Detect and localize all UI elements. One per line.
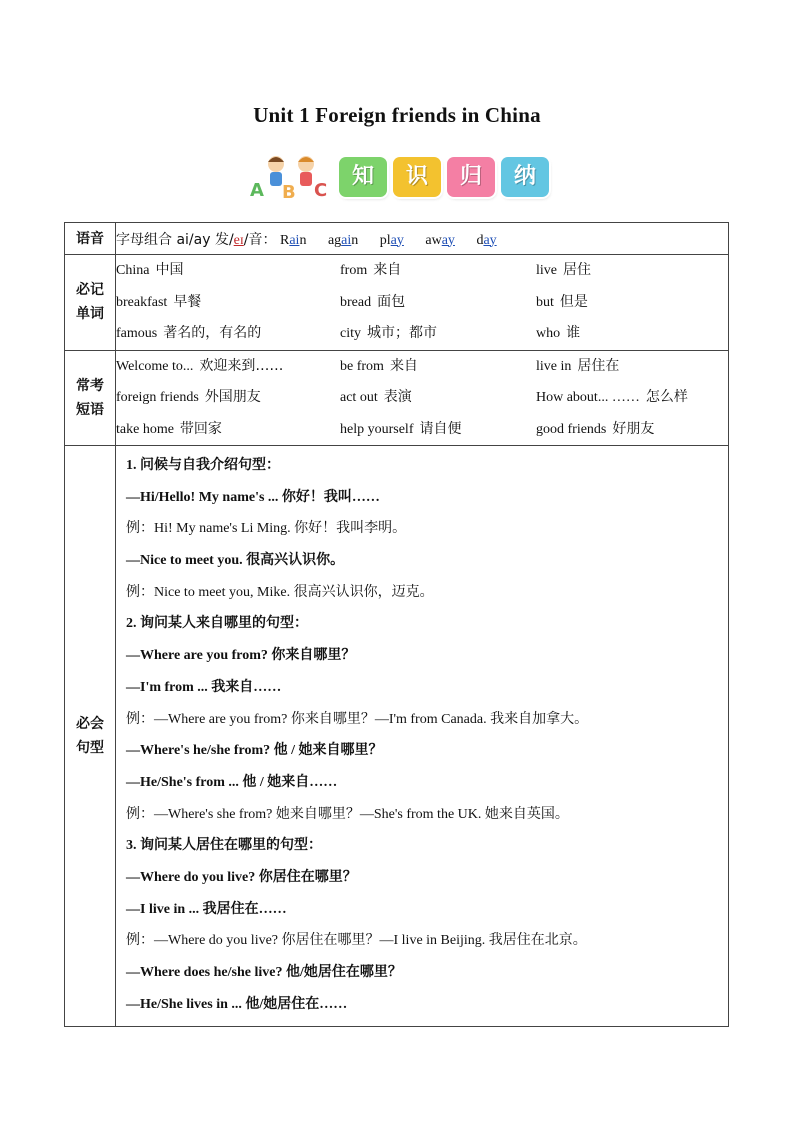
sentence-pattern: —Hi/Hello! My name's ... 你好！我叫…… <box>126 489 380 505</box>
sentence-pattern: —Where do you live? 你居住在哪里？ <box>126 869 357 885</box>
vocabulary-row <box>65 255 729 351</box>
kids-abc-illustration <box>246 150 338 200</box>
vocabulary-item <box>340 318 536 350</box>
row-header: 常考 短语 <box>65 350 116 446</box>
vocabulary-item-english: but <box>536 294 554 310</box>
phrase-item-chinese: 居住在 <box>577 357 620 374</box>
sentence-pattern: —I live in ... 我居住在…… <box>126 901 287 917</box>
vocabulary-item <box>536 287 716 319</box>
sentence-example: 例：—Where's she from? 她来自哪里？—She's from the UK. 她来自英国。 <box>126 806 569 822</box>
pronunciation-content <box>116 223 729 255</box>
phrase-item-chinese: 欢迎来到…… <box>199 357 284 374</box>
vocabulary-item-english: famous <box>116 326 158 341</box>
pronunciation-intro: 字母组合 ai/ay 发/ <box>116 231 234 248</box>
vocabulary-item-chinese: 早餐 <box>173 293 202 310</box>
vocabulary-item <box>536 318 716 350</box>
vocabulary-item-chinese: 中国 <box>155 262 184 278</box>
phrase-item <box>116 382 340 414</box>
phrases-grid <box>116 351 728 446</box>
sentence-example: 例：—Where do you live? 你居住在哪里？—I live in Beijing. 我居住在北京。 <box>126 933 587 949</box>
svg-text:C: C <box>314 180 328 200</box>
phrase-item-chinese: 表演 <box>383 389 412 405</box>
phrase-item <box>340 351 536 383</box>
vocabulary-item-chinese: 但是 <box>559 293 588 310</box>
vocabulary-item <box>116 318 340 350</box>
phoneme: eɪ <box>233 232 244 248</box>
sentence-pattern: —I'm from ... 我来自…… <box>126 679 282 695</box>
sentence-pattern: 1. 问候与自我介绍句型： <box>126 458 280 473</box>
phrase-item-chinese: 怎么样 <box>645 389 688 405</box>
phrase-item <box>116 414 340 446</box>
phrase-item-english: live in <box>536 358 572 374</box>
svg-text:A: A <box>250 180 264 200</box>
vocabulary-item-english: city <box>340 326 361 341</box>
example-word: away <box>425 232 455 248</box>
phrase-item-english: foreign friends <box>116 390 199 405</box>
banner-tile: 知 <box>339 157 387 197</box>
vocabulary-item-chinese: 居住 <box>563 262 591 278</box>
sentence-pattern: —Where's he/she from? 他 / 她来自哪里？ <box>126 743 383 759</box>
phrase-item <box>340 414 536 446</box>
banner-tile: 识 <box>393 157 441 197</box>
phrase-item <box>536 351 716 383</box>
sentences-content <box>116 446 729 1027</box>
row-header: 必记 单词 <box>65 255 116 351</box>
vocabulary-item <box>536 255 716 287</box>
vocabulary-item-english: bread <box>340 294 372 310</box>
banner-tile: 纳 <box>501 157 549 197</box>
sentence-example: 例：Nice to meet you, Mike. 很高兴认识你，迈克。 <box>126 584 434 600</box>
vocabulary-item-chinese: 来自 <box>373 262 402 278</box>
section-banner <box>246 150 556 200</box>
sentence-pattern: 3. 询问某人居住在哪里的句型： <box>126 838 322 854</box>
vocabulary-item-english: from <box>340 263 368 278</box>
phrases-row <box>65 350 729 446</box>
sentence-pattern: —He/She's from ... 他 / 她来自…… <box>126 774 338 790</box>
pronunciation-row <box>65 223 729 255</box>
phrase-item <box>116 351 340 383</box>
row-header: 语音 <box>65 223 116 255</box>
sentence-pattern: —Where are you from? 你来自哪里？ <box>126 648 356 664</box>
example-word: day <box>476 232 497 248</box>
banner-tile: 归 <box>447 157 495 197</box>
phrase-item-english: act out <box>340 390 378 405</box>
phrase-item-chinese: 好朋友 <box>612 420 655 437</box>
sentence-example: 例：Hi! My name's Li Ming. 你好！我叫李明。 <box>126 521 407 537</box>
pronunciation-intro-end: /音： <box>243 231 277 248</box>
page-title: Unit 1 Foreign friends in China <box>253 103 541 127</box>
phrase-item-english: How about... …… <box>536 390 640 405</box>
vocabulary-item-english: who <box>536 326 561 341</box>
vocabulary-item-chinese: 面包 <box>377 293 406 310</box>
phrases-content <box>116 350 729 446</box>
phrase-item-english: help yourself <box>340 421 414 437</box>
phrase-item <box>340 382 536 414</box>
row-header: 必会 句型 <box>65 446 116 1027</box>
sentence-pattern: 2. 询问某人来自哪里的句型： <box>126 616 308 632</box>
sentence-pattern: —Where does he/she live? 他/她居住在哪里？ <box>126 965 402 980</box>
vocabulary-item-chinese: 城市；都市 <box>367 325 437 341</box>
example-word: play <box>379 232 404 248</box>
vocabulary-item-english: live <box>536 263 557 278</box>
phrase-item-chinese: 来自 <box>389 357 418 374</box>
vocabulary-item <box>116 255 340 287</box>
vocabulary-item-chinese: 著名的，有名的 <box>163 325 262 341</box>
phrase-item-english: take home <box>116 421 174 437</box>
vocabulary-item <box>340 255 536 287</box>
sentence-example: 例：—Where are you from? 你来自哪里？—I'm from Canada. 我来自加拿大。 <box>126 711 589 727</box>
phrase-item-chinese: 带回家 <box>179 420 222 437</box>
vocabulary-item-chinese: 谁 <box>566 325 581 341</box>
svg-text:B: B <box>282 182 296 200</box>
vocabulary-grid <box>116 255 728 350</box>
phrase-item <box>536 414 716 446</box>
example-word: Rain <box>280 232 307 248</box>
vocabulary-item <box>340 287 536 319</box>
knowledge-table <box>64 222 729 1027</box>
phrase-item-english: be from <box>340 358 384 374</box>
phrase-item-english: Welcome to... <box>116 358 194 374</box>
vocabulary-item-english: breakfast <box>116 294 168 310</box>
phrase-item-english: good friends <box>536 421 607 437</box>
example-word: again <box>327 232 359 248</box>
phrase-item-chinese: 外国朋友 <box>204 389 261 405</box>
sentences-row <box>65 446 729 1027</box>
vocabulary-content <box>116 255 729 351</box>
phrase-item <box>536 382 716 414</box>
vocabulary-item <box>116 287 340 319</box>
phrase-item-chinese: 请自便 <box>419 420 462 437</box>
sentence-pattern: —Nice to meet you. 很高兴认识你。 <box>126 553 345 569</box>
vocabulary-item-english: China <box>116 263 150 278</box>
sentence-pattern: —He/She lives in ... 他/她居住在…… <box>126 996 348 1012</box>
